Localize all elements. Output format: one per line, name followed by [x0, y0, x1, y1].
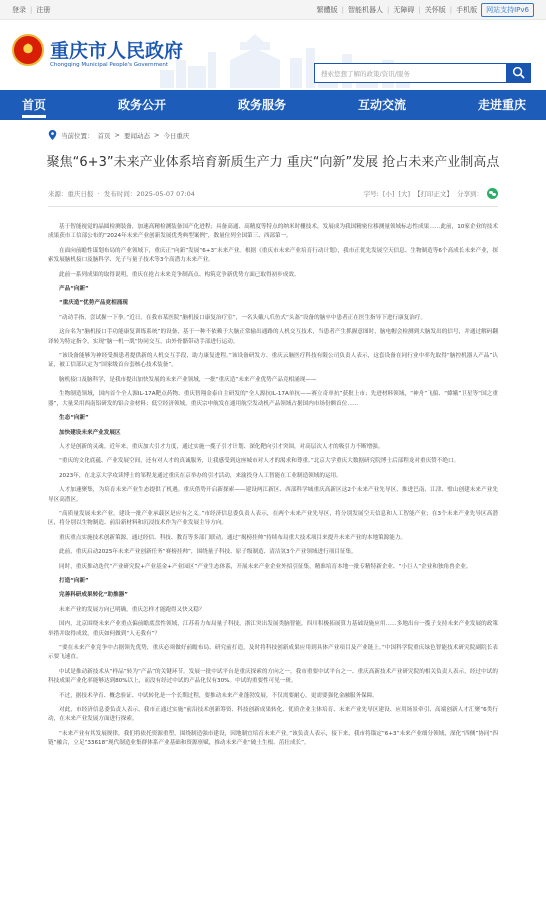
nav-home[interactable]: 首页 — [22, 90, 46, 120]
separator: | — [387, 5, 390, 14]
site-title[interactable]: 重庆市人民政府 — [50, 40, 184, 62]
article-source: 来源：重庆日报 — [48, 189, 94, 198]
site-header — [0, 20, 546, 90]
article-source-date: 来源：重庆日报 · 发布时间：2025-05-07 07:04 — [48, 189, 195, 198]
traditional-chinese-link[interactable]: 繁體版 — [316, 5, 338, 14]
article-paragraph: 脑机接口及脑科学，是我市提出加快发展的未来产业领域，一批“重庆造”未来产业优势产品竞相涌现—— — [59, 376, 317, 383]
care-mode-link[interactable]: 关怀版 — [424, 5, 446, 14]
article-paragraph: 未来产业的发展方向已明确，重庆怎样才能跑得又快又稳？ — [59, 606, 205, 613]
article-paragraph: 2023年，在北京大学攻读博士的邹程龙通过重庆在京举办的引才活动，来渝投身人工智能在工业制造领域的运用。 — [59, 472, 342, 479]
article-paragraph: “该设备能够为神经受损患者提供新的人机交互手段，助力康复进程。”该设备研发方、重庆云脑医疗科技有限公司负责人表示，这套设备在同行业中率先取得“脑控机器人产品”认证，被工信部认定为“国家级首台套核心技术装备”。 — [48, 353, 498, 369]
share-label: 分享到： — [457, 189, 483, 198]
ipv6-badge: 网站支持IPv6 — [481, 3, 534, 17]
section-heading: 产品“向新” — [59, 286, 89, 293]
article-paragraph: 生物制造领域，国内首个全人源IL-17A靶点药物、重庆智翔金泰自主研发的“全人源抗IL-17A单抗——赛立奇单抗”获批上市；先进材料领域，“神舟”飞船、“嫦娥”卫星等“国之重器”，大量采用西南铝研发的铝合金材料；低空经济领域，重庆宗申航发在通用航空发动机产品领域占据国内市场份额首位…… — [48, 391, 498, 407]
section-heading: 打造“向新” — [59, 577, 89, 584]
article-paragraph: 中试是推动新技术从“样品”转为“产品”的关键环节。发展一批中试平台是重庆探索的方向之一。我市重要中试平台之一、重庆高新技术产业研究院的相关负责人表示，经过中试的科技成果产业化率能够达到80%以上，而没有经过中试的产品化仅有30%。中试的重要性可见一斑。 — [48, 668, 498, 685]
wechat-share-icon[interactable] — [487, 188, 498, 199]
top-utility-bar — [0, 0, 546, 20]
main-nav — [0, 90, 546, 120]
mobile-link[interactable]: 手机版 — [456, 5, 478, 14]
article-paragraph: “要在未来产业竞争中占据领先优势，重庆必须做好前瞻布局、研究前打造，及时将科技创新成果应用到具体产业项目及产业链上。”中国科学院重庆绿色智能技术研究院副院长表示要飞速直。 — [48, 645, 498, 661]
section-heading: “重庆造”优势产品竞相涌现 — [59, 300, 128, 307]
font-large-button[interactable]: [大] — [398, 189, 410, 198]
article-meta — [48, 186, 498, 200]
utility-links — [317, 3, 534, 17]
breadcrumb-today[interactable]: 今日重庆 — [163, 131, 190, 140]
section-heading: 加快建设未来产业发展区 — [59, 429, 121, 436]
separator: | — [449, 5, 453, 14]
breadcrumb-home[interactable]: 首页 — [97, 131, 111, 140]
print-button[interactable]: 【打印正文】 — [414, 189, 453, 198]
separator: | — [418, 5, 421, 14]
article-paragraph: 国内，北京围绕未来产业重点偏前瞻底盘性领域，江苏着力布局量子科技，浙江突出发展类脑智能，四川积极拓展算力基础设施应用……多地出台一揽子支持未来产业发展的政策举措并取得成效，重庆如何做到“人无我有”？ — [48, 621, 498, 637]
article-paragraph: 在面向前瞻性谋划布局的产业领域下，重庆正“向新”发展“6+3”未来产业。根据《重庆市未来产业培育行动计划》，我市正优先发展空天信息、生物制造等6个高成长未来产业，探索发展脑机接口及脑科学、光子与量子技术等3个高潜力未来产业。 — [48, 247, 498, 264]
robot-link[interactable]: 智能机器人 — [348, 5, 384, 14]
section-heading: 完善科研成果转化“助推器” — [59, 592, 128, 599]
breadcrumb — [0, 120, 546, 150]
article-paragraph: “重庆的文化底蕴、产业发展空间，还有对人才的真诚服务，让我感受到这座城市对人才的渴求和尊重。”北京大学重庆大数据研究院博士后部程龙对重庆赞不绝口。 — [59, 458, 460, 465]
breadcrumb-label: 当前位置： — [61, 131, 94, 140]
national-emblem-icon: ★ — [12, 34, 44, 66]
section-heading: 生态“向新” — [59, 415, 89, 422]
article-paragraph: 人才是创新的灵魂。近年来，重庆加大引才力度，通过实施一揽子引才计划、深化靶向引才突围，对高层次人才的吸引力不断增强。 — [59, 443, 384, 450]
nav-about-chongqing[interactable]: 走进重庆 — [477, 98, 526, 112]
location-pin-icon — [48, 130, 57, 140]
separator: | — [341, 5, 345, 14]
article-paragraph: 同时，重庆推动迭代“产业研究院+产业基金+产业园区”产业生态体系，开展未来产业企业外招引征集，精准培育本地一批专精特新企业、“小巨人”企业和独角兽企业。 — [59, 563, 472, 570]
article-paragraph: 人才加速聚集，为培育未来产业生态提供了机遇。重庆借势开启新探索——建设两江新区、西部科学城重庆高新区这2个未来产业先导区，推进巴南、江津、璧山创建未来产业先导区高潜区。 — [48, 487, 498, 503]
article-title: 聚焦“6+3”未来产业体系培育新质生产力 重庆“向新”发展 抢占未来产业制高点 — [46, 155, 500, 170]
article-tools — [364, 188, 498, 199]
nav-government-affairs[interactable]: 政务公开 — [117, 98, 166, 112]
nav-government-services[interactable]: 政务服务 — [237, 98, 286, 112]
article-paragraph: 此前，重庆启动2025年未来产业创新任务“赛榜挂帅”，围绕量子科技、原子级制造、清洁氢3个产业领域进行项目征集。 — [59, 549, 357, 556]
article-paragraph: 不过，据技术孕育、概念验证、中试转化是一个长期过程，要推动未来产业蓬勃发展，不仅需要耐心，更需要强化金融服务保障。 — [59, 692, 378, 699]
breadcrumb-separator: > — [153, 131, 160, 139]
article-paragraph: “动动手指，尝试握一下拳。”近日，在我市某医院“脑机接口康复治疗室”，一名头戴八爪鱼式“头盔”设备的脑卒中患者正在医生指导下进行康复治疗。 — [59, 314, 426, 321]
register-link[interactable]: 注册 — [36, 5, 51, 14]
article-content — [48, 223, 498, 749]
account-links — [12, 5, 50, 15]
search-input[interactable]: 搜索您想了解的政策/资讯/服务 — [314, 63, 510, 83]
nav-interaction[interactable]: 互动交流 — [357, 98, 406, 112]
article-paragraph: 对此，市经济信息委负责人表示，我市正通过实施“前沿技术创新筹资、科技创新成果转化、优质企业主体培育、未来产业先导区建设、应用场景牵引、高端创新人才汇聚”6类行动，在未来产业发展方面进行探索。 — [48, 707, 498, 723]
site-subtitle: Chongqing Municipal People's Government — [50, 62, 169, 68]
breadcrumb-news[interactable]: 要闻动态 — [123, 131, 150, 140]
breadcrumb-separator: > — [114, 131, 120, 139]
article-paragraph: 基于智能视觉的晶圆检测装备，加速高精检测装备国产化进程；具备高通、高精度等特点的纳米时栅技术，发展成为我国精密位移测量领域标志性成果……此前，10家企业的技术成果获市工信部公布的“2024年未来产业创新发展优秀典型案例”，数量位列全国第三、西部第一。 — [48, 224, 498, 240]
accessibility-link[interactable]: 无障碍 — [393, 5, 415, 14]
font-small-button[interactable]: [小] — [382, 189, 395, 198]
article-paragraph: 这台名为“脑机接口手功能康复训练系统”的设备，基于一种不依赖于大脑正常输出通路的人机交互技术，当患者产生抓握意图时，脑电帽会检测到大脑发出的信号，并通过解码翻译转为特定指令，实现“脑一机一肌”协同交互，由外骨骼带动手部进行运动。 — [48, 329, 498, 345]
divider — [48, 206, 498, 207]
search-button[interactable] — [506, 63, 531, 83]
article-date: 发布时间：2025-05-07 07:04 — [103, 189, 195, 198]
separator: | — [30, 5, 33, 14]
login-link[interactable]: 登录 — [12, 5, 26, 14]
search-icon — [512, 66, 525, 79]
article-paragraph: 重庆重点实施技术创新策源，通过经信、科技、教育等多部门联动，通过“揭榜挂帅”持续布局重大技术项目来提升未来产业的本地策源能力。 — [59, 534, 407, 541]
article-paragraph: “未来产业有其发展规律，我们将依托资源重塑，围绕制造强市建设，因地制宜培育未来产业。”该负责人表示，接下来，我市将锚定“6+3”未来产业细分领域，深化“四侧”协同“四链”融合，立足“33618”现代制造业集群体系产业基础和资源禀赋，推动未来产业“破土生根、茁壮成长”。 — [48, 730, 498, 747]
article-paragraph: 此前一系列成果的取得说明，重庆在抢占未来竞争制高点、构筑竞争新优势方面已取得初步成效。 — [59, 271, 300, 278]
article-paragraph: “高质量发展未来产业，建设一批产业承载区是应有之义。”市经济信息委负责人表示，在两个未来产业先导区，将分别发展空天信息和人工智能产业；在3个未来产业先导区高潜区，将分别以生物制造、前沿新材料和沉浸技术作为产业发展主导方向。 — [48, 510, 498, 527]
font-size-label: 字号: — [363, 189, 379, 198]
